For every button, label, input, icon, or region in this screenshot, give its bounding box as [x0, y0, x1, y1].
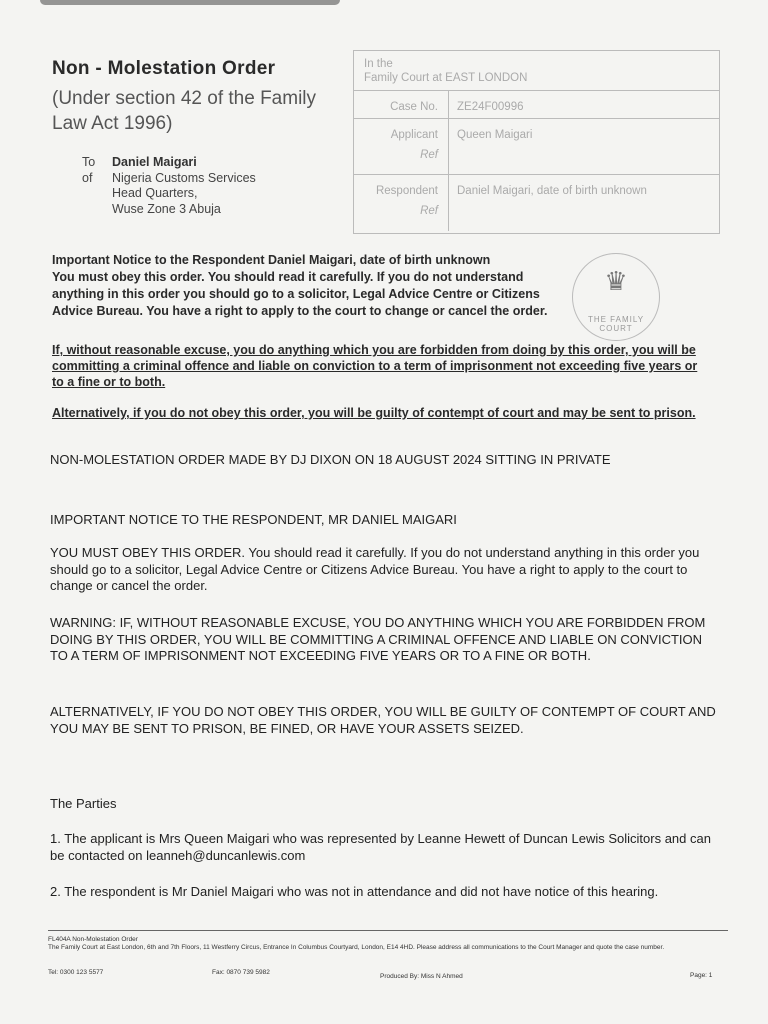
crown-icon: ♛: [604, 266, 628, 296]
applicant-value: Queen Maigari: [457, 129, 533, 141]
recipient-block: [82, 155, 256, 217]
case-no-label: Case No.: [354, 91, 449, 118]
address-line: Head Quarters,: [112, 186, 198, 200]
case-no-value: ZE24F00996: [457, 101, 524, 113]
party-applicant: 1. The applicant is Mrs Queen Maigari who was represented by Leanne Hewett of Duncan Lewis Solicitors and can be contacted on leanneh@duncanlewis.com: [50, 831, 711, 863]
alternatively-paragraph: ALTERNATIVELY, IF YOU DO NOT OBEY THIS ORDER, YOU WILL BE GUILTY OF CONTEMPT OF COURT AND YOU MAY BE SENT TO PRISON, BE FINED, OR HAVE YOUR ASSETS SEIZED.: [50, 704, 716, 736]
respondent-ref-label: Ref: [420, 205, 438, 217]
seal-text: THE FAMILY COURT: [587, 315, 645, 333]
footer-page: Page: 1: [690, 972, 713, 979]
important-notice-caps: IMPORTANT NOTICE TO THE RESPONDENT, MR DANIEL MAIGARI: [50, 512, 457, 527]
respondent-row: [354, 175, 719, 231]
case-no-row: [354, 91, 719, 119]
court-details-box: [353, 50, 720, 234]
recipient-name: Daniel Maigari: [112, 155, 197, 169]
court-address: The Family Court at East London, 6th and 7th Floors, 11 Westferry Circus, Entrance In Columbus Courtyard, London, E14 4HD. Please address all communications to the Court Manager and quote the case number.: [48, 944, 665, 951]
warning-paragraph: WARNING: IF, WITHOUT REASONABLE EXCUSE, YOU DO ANYTHING WHICH YOU ARE FORBIDDEN FROM DOING BY THIS ORDER, YOU WILL BE COMMITTING A CRIMINAL OFFENCE AND LIABLE ON CONVICTION TO A TERM OF IMPRISONMENT NOT EXCEEDING FIVE YEARS OR TO A FINE OR BOTH.: [50, 615, 706, 663]
notice-heading: Important Notice to the Respondent Daniel Maigari, date of birth unknown: [52, 253, 491, 267]
footer-produced-by: Produced By: Miss N Ahmed: [380, 973, 463, 980]
court-name: In the Family Court at EAST LONDON: [354, 51, 719, 91]
footer-info: [48, 936, 728, 952]
address-line: Wuse Zone 3 Abuja: [112, 201, 221, 216]
respondent-label: Respondent: [375, 185, 438, 197]
of-label: of: [82, 170, 93, 185]
footer-tel: Tel: 0300 123 5577: [48, 969, 104, 976]
court-seal: [572, 253, 660, 341]
important-notice: [52, 252, 552, 320]
document-subtitle: (Under section 42 of the Family Law Act 1996): [52, 88, 317, 134]
applicant-label: Applicant: [390, 129, 438, 141]
respondent-value: Daniel Maigari, date of birth unknown: [457, 185, 647, 197]
scan-edge-shadow: [40, 0, 340, 5]
footer-divider: [48, 930, 728, 931]
applicant-row: [354, 119, 719, 175]
address-line: Nigeria Customs Services: [112, 170, 256, 185]
footer-fax: Fax: 0870 739 5982: [212, 969, 270, 976]
warning-imprisonment: If, without reasonable excuse, you do anything which you are forbidden from doing by this order, you will be committing a criminal offence and liable on conviction to a term of imprisonment not exceeding five years or to a fine or to both.: [52, 343, 698, 389]
must-obey-paragraph: YOU MUST OBEY THIS ORDER. You should read it carefully. If you do not understand anything in this order you should go to a solicitor, Legal Advice Centre or Citizens Advice Bureau. You have a right to apply to the court to change or cancel the order.: [50, 545, 700, 593]
parties-heading: The Parties: [50, 796, 117, 811]
notice-body: You must obey this order. You should read it carefully. If you do not understand anything in this order you should go to a solicitor, Legal Advice Centre or Citizens Advice Bureau. You have a right to apply to the court to change or cancel the order.: [52, 270, 548, 318]
document-title: Non - Molestation Order: [52, 58, 276, 79]
applicant-ref-label: Ref: [420, 149, 438, 161]
to-label: To: [82, 155, 96, 169]
warning-contempt: Alternatively, if you do not obey this order, you will be guilty of contempt of court and may be sent to prison.: [52, 406, 696, 420]
order-made-line: NON-MOLESTATION ORDER MADE BY DJ DIXON ON 18 AUGUST 2024 SITTING IN PRIVATE: [50, 452, 611, 467]
form-code: FL404A Non-Molestation Order: [48, 936, 138, 943]
party-respondent: 2. The respondent is Mr Daniel Maigari who was not in attendance and did not have notice of this hearing.: [50, 884, 659, 899]
